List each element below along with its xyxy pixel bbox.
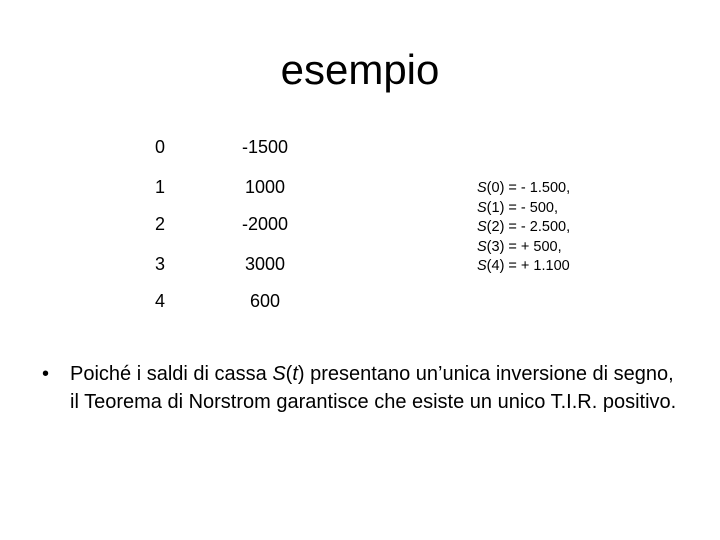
- table-row: [0, 213, 420, 253]
- balance-arg: (2): [486, 219, 505, 235]
- table-row: [0, 253, 420, 293]
- bullet-text-part1: Poiché i saldi di cassa: [70, 363, 273, 385]
- amount-cell: -1500: [241, 137, 289, 157]
- balance-value: = + 1.100: [504, 258, 570, 274]
- slide-title: esempio: [280, 46, 440, 93]
- period-cell: 2: [155, 214, 166, 234]
- balance-line: [477, 238, 570, 258]
- balance-arg: (1): [486, 199, 505, 216]
- table-row: [0, 136, 420, 176]
- bullet-var: t: [292, 363, 298, 385]
- period-cell: 1: [155, 177, 166, 197]
- balance-line: [477, 199, 570, 219]
- balance-arg: (3): [486, 238, 505, 255]
- bullet-marker: •: [42, 363, 50, 385]
- amount-cell: 600: [249, 291, 281, 311]
- period-cell: 4: [155, 291, 166, 311]
- period-cell: 0: [155, 137, 166, 157]
- balance-symbol: S: [477, 199, 487, 216]
- amount-cell: -2000: [241, 214, 289, 234]
- balance-value: = + 500,: [504, 238, 562, 255]
- balance-symbol: S: [477, 219, 487, 235]
- balance-value: = - 500,: [504, 199, 559, 216]
- bullet-symbol: S: [272, 363, 286, 385]
- bullet-open-paren: (: [285, 363, 293, 385]
- amount-cell: 1000: [244, 177, 286, 197]
- table-row: [0, 290, 420, 330]
- balance-line: [477, 257, 570, 277]
- balance-arg: (4): [486, 258, 505, 274]
- balance-symbol: S: [477, 258, 487, 274]
- bullet-text: [70, 360, 680, 416]
- balance-value: = - 1.500,: [504, 180, 571, 196]
- balance-arg: (0): [486, 180, 505, 196]
- balance-line: [477, 218, 570, 238]
- table-row: [0, 176, 420, 216]
- balance-symbol: S: [477, 238, 487, 255]
- bullet-text-part2: ) presentano un’unica inversione di segno, il Teorema di Norstrom garantisce che esiste un unico T.I.R. positivo.: [70, 363, 677, 413]
- period-cell: 3: [155, 254, 166, 274]
- balance-value: = - 2.500,: [504, 219, 571, 235]
- balance-line: [477, 179, 570, 199]
- balance-list: [477, 179, 570, 277]
- amount-cell: 3000: [244, 254, 286, 274]
- balance-symbol: S: [477, 180, 487, 196]
